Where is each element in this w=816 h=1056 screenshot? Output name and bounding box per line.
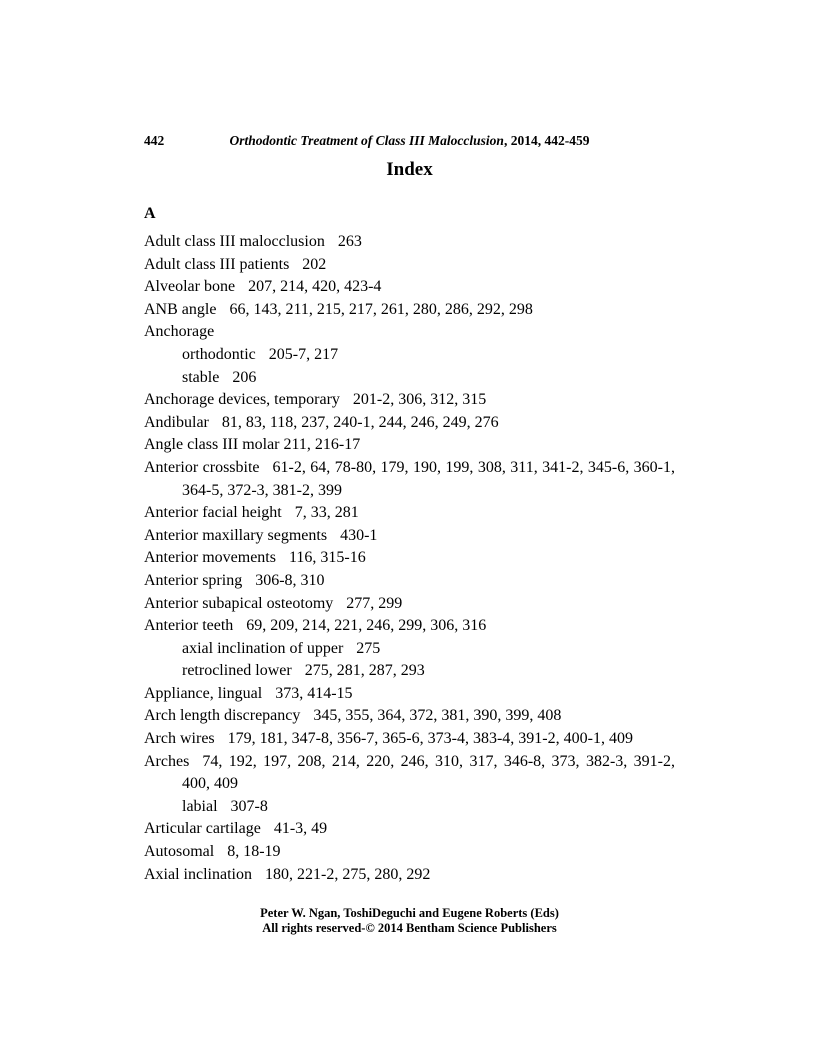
index-entry: [144, 254, 675, 277]
entry-label: Adult class III patients: [144, 255, 290, 273]
index-entry: [144, 796, 675, 819]
entry-pages: 205-7, 217: [268, 345, 339, 363]
entry-label: Axial inclination: [144, 865, 252, 883]
entry-pages: 263: [337, 233, 362, 250]
section-letter-a: A: [144, 205, 156, 222]
page-title: Index: [386, 159, 433, 180]
page-number: 442: [144, 133, 165, 148]
index-entry-list: [144, 231, 675, 886]
entry-label: axial inclination of upper: [182, 639, 344, 657]
entry-label: Anterior maxillary segments: [144, 526, 328, 544]
entry-pages: 180, 221-2, 275, 280, 292: [264, 865, 431, 883]
entry-label: Arch length discrepancy: [144, 707, 301, 725]
entry-label: Alveolar bone: [144, 278, 236, 296]
entry-pages: 202: [302, 255, 327, 273]
entry-pages: 66, 143, 211, 215, 217, 261, 280, 286, 292, 298: [229, 300, 533, 318]
index-entry: [144, 683, 675, 706]
index-entry: [144, 751, 675, 796]
entry-label: Arches: [144, 752, 190, 770]
entry-label: Anchorage: [144, 323, 215, 341]
index-entry: [144, 593, 675, 616]
entry-pages: 306-8, 310: [255, 571, 325, 589]
entry-label: ANB angle: [144, 300, 217, 318]
entry-pages: 81, 83, 118, 237, 240-1, 244, 246, 249, 276: [221, 413, 499, 431]
entry-pages: 41-3, 49: [273, 820, 328, 838]
entry-pages: 69, 209, 214, 221, 246, 299, 306, 316: [246, 617, 487, 635]
entry-pages: 74, 192, 197, 208, 214, 220, 246, 310, 317, 346-8, 373, 382-3, 391-2, 400, 409: [182, 752, 675, 793]
footer-editors: Peter W. Ngan, ToshiDeguchi and Eugene Roberts (Eds): [260, 906, 559, 920]
running-title-suffix: , 2014, 442-459: [503, 133, 590, 148]
entry-label: Angle class III molar: [144, 436, 280, 454]
index-entry: [144, 299, 675, 322]
entry-label: Anterior subapical osteotomy: [144, 594, 334, 612]
footer-copyright: All rights reserved-© 2014 Bentham Science Publishers: [262, 920, 557, 935]
entry-label: Anterior facial height: [144, 504, 282, 522]
entry-pages: 373, 414-15: [275, 684, 353, 702]
index-entry: [144, 728, 675, 751]
entry-pages: 116, 315-16: [288, 549, 366, 567]
index-entry: [144, 615, 675, 638]
entry-label: Andibular: [144, 413, 209, 431]
entry-label: Appliance, lingual: [144, 684, 263, 702]
entry-pages: 275: [356, 639, 381, 657]
index-entry: [144, 525, 675, 548]
entry-label: Articular cartilage: [144, 820, 261, 838]
entry-label: Anterior crossbite: [144, 458, 260, 476]
entry-label: retroclined lower: [182, 662, 292, 680]
index-entry: [144, 638, 675, 661]
page-footer: [144, 906, 675, 935]
index-entry: [144, 231, 675, 254]
entry-pages: 207, 214, 420, 423-4: [248, 278, 382, 296]
index-entry: [144, 818, 675, 841]
entry-pages: 211, 216-17: [283, 436, 361, 454]
index-entry: [144, 660, 675, 683]
entry-label: Anterior teeth: [144, 617, 234, 635]
index-entry: [144, 344, 675, 367]
index-entry: [144, 412, 675, 435]
entry-pages: 345, 355, 364, 372, 381, 390, 399, 408: [313, 707, 562, 725]
index-entry: [144, 547, 675, 570]
index-entry: [144, 864, 675, 887]
entry-label: Anterior spring: [144, 571, 243, 589]
entry-pages: 8, 18-19: [227, 843, 281, 861]
index-entry: [144, 502, 675, 525]
entry-pages: 277, 299: [346, 594, 403, 612]
entry-pages: 61-2, 64, 78-80, 179, 190, 199, 308, 311, 341-2, 345-6, 360-1, 364-5, 372-3, 381-2, 399: [182, 458, 676, 499]
entry-label: orthodontic: [182, 345, 256, 363]
entry-label: Adult class III malocclusion: [144, 233, 325, 250]
index-entry: [144, 570, 675, 593]
index-entry: [144, 367, 675, 390]
entry-label: Arch wires: [144, 730, 215, 748]
index-entry: [144, 321, 675, 344]
entry-label: Anterior movements: [144, 549, 276, 567]
entry-pages: 201-2, 306, 312, 315: [352, 391, 487, 409]
entry-pages: 7, 33, 281: [294, 504, 359, 522]
entry-label: stable: [182, 368, 220, 386]
index-entry: [144, 841, 675, 864]
entry-pages: 307-8: [230, 797, 268, 815]
entry-pages: 206: [232, 368, 257, 386]
entry-label: labial: [182, 797, 218, 815]
entry-pages: 430-1: [340, 526, 378, 544]
index-entry: [144, 434, 675, 457]
index-entry: [144, 276, 675, 299]
running-title: Orthodontic Treatment of Class III Malocclusion: [229, 133, 504, 148]
index-entry: [144, 457, 675, 502]
index-entry: [144, 389, 675, 412]
index-entry: [144, 705, 675, 728]
entry-pages: 179, 181, 347-8, 356-7, 365-6, 373-4, 383-4, 391-2, 400-1, 409: [227, 730, 633, 748]
entry-label: Autosomal: [144, 843, 215, 861]
entry-pages: 275, 281, 287, 293: [304, 662, 425, 680]
running-header: [144, 133, 675, 149]
entry-label: Anchorage devices, temporary: [144, 391, 340, 409]
